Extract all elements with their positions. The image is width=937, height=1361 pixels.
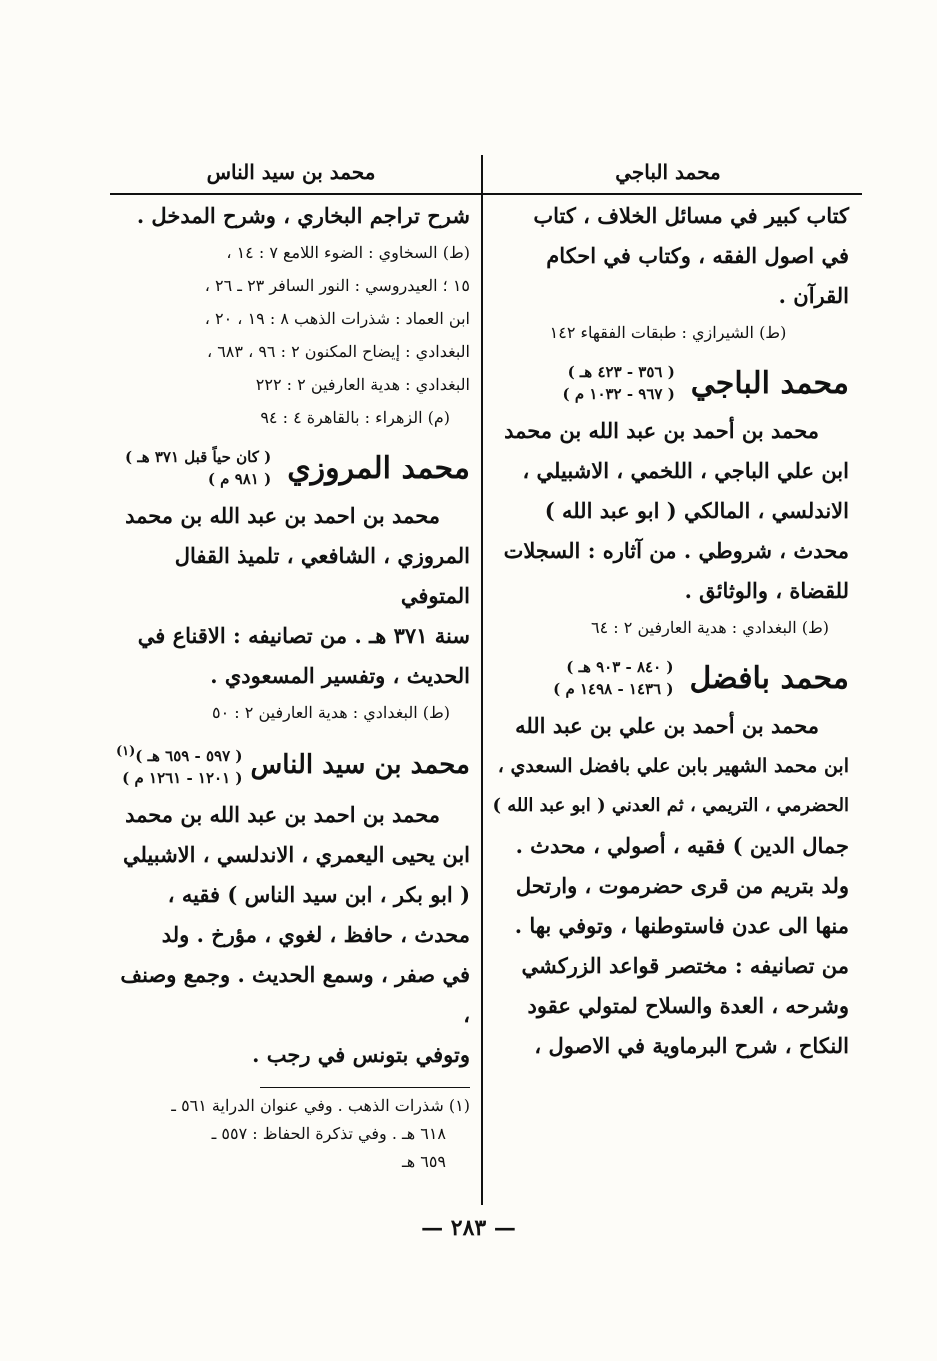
source-reference: (ط) السخاوي : الضوء اللامع ٧ : ١٤ ، <box>226 243 470 262</box>
text-line: جمال الدين ) فقيه ، أصولي ، محدث . <box>515 833 849 858</box>
dates-gregorian: ( ٩٨١ م ) <box>207 470 272 488</box>
right-column <box>487 150 849 1066</box>
dates-hijri: ( كان حياً قبل ٣٧١ هـ ) <box>125 448 272 466</box>
footnote-line: ٦١٨ هـ . وفي تذكرة الحفاظ : ٥٥٧ ـ <box>211 1124 446 1143</box>
text-line: وتوفي بتونس في رجب . <box>252 1042 470 1067</box>
dates-hijri: ( ٨٤٠ - ٩٠٣ هـ ) <box>566 658 674 676</box>
text-line: محدث ، شروطي . من آثاره : السجلات <box>503 538 849 563</box>
source-reference: (ط) البغدادي : هدية العارفين ٢ : ٥٠ <box>212 703 450 722</box>
left-column <box>112 150 470 1176</box>
text-line: القرآن . <box>778 283 849 308</box>
source-reference: ١٥ ؛ العيدروسي : النور السافر ٢٣ ـ ٢٦ ، <box>204 276 470 295</box>
source-reference: البغدادي : إيضاح المكنون ٢ : ٩٦ ، ٦٨٣ ، <box>206 342 470 361</box>
text-line: في اصول الفقه ، وكتاب في احكام <box>546 243 849 268</box>
source-reference: (ط) الشيرازي : طبقات الفقهاء ١٤٢ <box>549 323 787 342</box>
entry-name: محمد المروزي <box>287 450 470 486</box>
entry-dates <box>125 446 271 490</box>
dates-hijri: ( ٣٥٦ - ٤٢٣ هـ ) <box>567 363 675 381</box>
text-line: في صفر ، وسمع الحديث . وجمع وصنف ، <box>120 962 470 1027</box>
entry-heading-sayyid-al-nas <box>112 741 470 789</box>
source-reference: ابن العماد : شذرات الذهب ٨ : ١٩ ، ٢٠ ، <box>204 309 470 328</box>
text-line: الاندلسي ، المالكي ( ابو عبد الله ) <box>544 498 849 523</box>
footnote-rule <box>260 1087 470 1088</box>
text-line: ابن يحيى اليعمري ، الاندلسي ، الاشبيلي <box>122 842 470 867</box>
text-line: محدث ، حافظ ، لغوي ، مؤرخ . ولد <box>161 922 470 947</box>
entry-name: محمد بن سيد الناس <box>250 750 470 780</box>
text-line: ابن محمد الشهير بابن علي بافضل السعدي ، <box>497 755 849 777</box>
text-line: منها الى عدن فاستوطنها ، وتوفي بها . <box>514 913 849 938</box>
running-head-left: محمد بن سيد الناس <box>206 160 376 184</box>
source-reference: (م) الزهراء : بالقاهرة ٤ : ٩٤ <box>260 408 450 427</box>
text-line: شرح تراجم البخاري ، وشرح المدخل . <box>136 203 470 228</box>
entry-name: محمد الباجي <box>690 365 849 401</box>
text-line: كتاب كبير في مسائل الخلاف ، كتاب <box>533 203 849 228</box>
footnote-line: ٦٥٩ هـ <box>402 1152 446 1171</box>
text-line: محمد بن احمد بن عبد الله بن محمد <box>125 802 440 827</box>
entry-heading-baji <box>487 361 849 405</box>
footnote-line: (١) شذرات الذهب . وفي عنوان الدراية ٥٦١ ـ <box>171 1096 470 1115</box>
text-line: الحديث ، وتفسير المسعودي . <box>210 663 470 688</box>
dates-gregorian: ( ٩٦٧ - ١٠٣٢ م ) <box>562 385 675 403</box>
entry-heading-marwazi <box>112 446 470 490</box>
text-line: ابن علي الباجي ، اللخمي ، الاشبيلي ، <box>522 458 849 483</box>
entry-name: محمد بافضل <box>689 660 849 696</box>
entry-heading-bafadl <box>487 656 849 700</box>
entry-dates <box>563 361 675 405</box>
text-line: من تصانيفه : مختصر قواعد الزركشي <box>521 953 849 978</box>
source-reference: البغدادي : هدية العارفين ٢ : ٢٢٢ <box>255 375 470 394</box>
text-line: سنة ٣٧١ هـ . من تصانيفه : الاقناع في <box>137 623 470 648</box>
entry-dates <box>553 656 673 700</box>
page-number: — ٢٨٣ — <box>421 1215 516 1241</box>
dates-gregorian: ( ١٤٣٦ - ١٤٩٨ م ) <box>553 680 674 698</box>
text-line: المروزي ، الشافعي ، تلميذ القفال المتوفي <box>174 543 470 608</box>
running-head-right: محمد الباجي <box>615 160 721 184</box>
text-line: ( ابو بكر ، ابن سيد الناس ) فقيه ، <box>167 882 470 907</box>
text-line: محمد بن أحمد بن علي بن عبد الله <box>515 713 819 738</box>
text-line: محمد بن احمد بن عبد الله بن محمد <box>125 503 440 528</box>
text-line: للقضاة ، والوثائق . <box>684 578 849 603</box>
column-divider <box>481 155 483 1205</box>
dates-hijri: ( ٥٩٧ - ٦٥٩ هـ ) <box>135 747 243 765</box>
text-line: محمد بن أحمد بن عبد الله بن محمد <box>504 418 819 443</box>
text-line: الحضرمي ، التريمي ، ثم العدني ( ابو عبد الله ) <box>492 795 849 816</box>
text-line: النكاح ، شرح البرماوية في الاصول ، <box>534 1033 849 1058</box>
footnote-marker: (١) <box>115 744 136 759</box>
text-line: ولد بتريم من قرى حضرموت ، وارتحل <box>515 873 849 898</box>
text-line: وشرحه ، العدة والسلاح لمتولي عقود <box>527 993 849 1018</box>
entry-dates <box>116 741 243 789</box>
source-reference: (ط) البغدادي : هدية العارفين ٢ : ٦٤ <box>591 618 829 637</box>
dates-gregorian: ( ١٢٠١ - ١٢٦١ م ) <box>122 769 243 787</box>
